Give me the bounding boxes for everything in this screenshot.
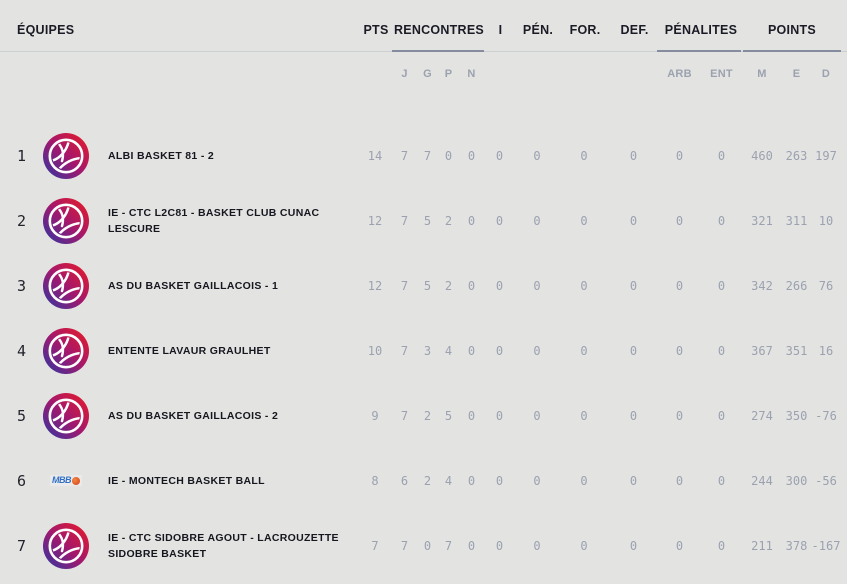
team-i: 0 [495, 148, 504, 163]
subcolumn-header-arb: ARB [667, 68, 692, 80]
subcolumn-header-n: N [467, 68, 476, 80]
team-row[interactable] [0, 188, 847, 253]
column-header-def: DEF. [620, 22, 649, 37]
team-points-encaisses: 311 [785, 213, 808, 228]
team-for: 0 [580, 213, 588, 228]
ffbb-club-logo-icon [43, 133, 89, 179]
team-i: 0 [495, 213, 504, 228]
team-points-encaisses: 351 [785, 343, 808, 358]
team-joues: 7 [400, 538, 409, 553]
team-pen: 0 [533, 408, 541, 423]
team-points-encaisses: 350 [785, 408, 808, 423]
team-arb: 0 [675, 473, 684, 488]
team-points-difference: 10 [818, 213, 834, 228]
team-points-marques: 460 [751, 148, 773, 163]
team-points-marques: 244 [751, 473, 773, 488]
team-nuls: 0 [467, 343, 476, 358]
team-row[interactable] [0, 513, 847, 578]
team-perdus: 5 [444, 408, 453, 423]
team-points-marques: 342 [751, 278, 773, 293]
team-points-difference: 197 [815, 148, 837, 163]
team-logo-cell [40, 393, 92, 439]
team-logo-cell [40, 523, 92, 569]
team-nuls: 0 [467, 213, 476, 228]
team-gagnes: 2 [423, 473, 432, 488]
team-perdus: 7 [444, 538, 453, 553]
team-perdus: 2 [444, 278, 453, 293]
team-ent: 0 [717, 538, 726, 553]
rencontres-group-underline [392, 50, 484, 52]
team-ent: 0 [717, 148, 726, 163]
team-gagnes: 2 [423, 408, 432, 423]
table-subheader-row [0, 52, 847, 123]
column-header-i: I [498, 22, 503, 37]
team-pts: 12 [367, 213, 383, 228]
team-name[interactable]: AS DU BASKET GAILLACOIS - 1 [108, 279, 279, 292]
team-rank: 5 [17, 406, 27, 425]
team-name[interactable]: ALBI BASKET 81 - 2 [108, 149, 215, 162]
team-points-encaisses: 300 [785, 473, 808, 488]
team-logo-cell [40, 475, 92, 486]
team-points-marques: 367 [751, 343, 773, 358]
team-arb: 0 [675, 148, 684, 163]
column-header-equipes: ÉQUIPES [17, 22, 75, 37]
team-logo-cell [40, 328, 92, 374]
subcolumn-header-p: P [444, 68, 453, 80]
ffbb-club-logo-icon [43, 263, 89, 309]
team-row[interactable] [0, 318, 847, 383]
team-def: 0 [629, 278, 638, 293]
team-name[interactable]: ENTENTE LAVAUR GRAULHET [108, 344, 271, 357]
team-logo-cell [40, 133, 92, 179]
team-perdus: 0 [444, 148, 453, 163]
column-header-rencontres: RENCONTRES [393, 22, 484, 37]
team-pen: 0 [533, 278, 541, 293]
team-row[interactable] [0, 448, 847, 513]
team-i: 0 [495, 408, 504, 423]
team-def: 0 [629, 343, 638, 358]
team-for: 0 [580, 538, 588, 553]
team-points-difference: 76 [818, 278, 834, 293]
team-ent: 0 [717, 408, 726, 423]
ffbb-club-logo-icon [43, 393, 89, 439]
standings-rows [0, 123, 847, 578]
team-pen: 0 [533, 148, 541, 163]
team-points-marques: 321 [751, 213, 773, 228]
team-def: 0 [629, 213, 638, 228]
team-arb: 0 [675, 538, 684, 553]
team-rank: 1 [17, 146, 27, 165]
team-rank: 3 [17, 276, 27, 295]
team-nuls: 0 [467, 148, 476, 163]
team-pts: 8 [371, 473, 379, 488]
team-for: 0 [580, 278, 588, 293]
team-joues: 7 [400, 408, 409, 423]
team-rank: 7 [17, 536, 27, 555]
team-perdus: 4 [444, 473, 453, 488]
team-arb: 0 [675, 343, 684, 358]
subcolumn-header-j: J [401, 68, 408, 80]
column-header-pen: PÉN. [522, 22, 554, 37]
team-pen: 0 [533, 213, 541, 228]
team-pts: 12 [367, 278, 383, 293]
team-row[interactable] [0, 383, 847, 448]
team-perdus: 4 [444, 343, 453, 358]
team-i: 0 [495, 473, 504, 488]
team-points-difference: 16 [818, 343, 834, 358]
subcolumn-header-g: G [423, 68, 432, 80]
team-nuls: 0 [467, 473, 476, 488]
team-points-encaisses: 378 [785, 538, 808, 553]
team-logo-cell [40, 198, 92, 244]
team-pen: 0 [533, 473, 541, 488]
team-arb: 0 [675, 213, 684, 228]
team-nuls: 0 [467, 408, 476, 423]
ffbb-club-logo-icon [43, 523, 89, 569]
team-pts: 10 [367, 343, 383, 358]
table-header-row [0, 0, 847, 52]
team-def: 0 [629, 473, 638, 488]
team-i: 0 [495, 343, 504, 358]
team-perdus: 2 [444, 213, 453, 228]
team-joues: 7 [400, 148, 409, 163]
team-i: 0 [495, 278, 504, 293]
team-points-marques: 211 [751, 538, 773, 553]
team-joues: 7 [400, 278, 409, 293]
team-ent: 0 [717, 473, 726, 488]
team-nuls: 0 [467, 278, 476, 293]
team-arb: 0 [675, 278, 684, 293]
team-ent: 0 [717, 278, 726, 293]
subcolumn-header-e: E [792, 68, 801, 80]
team-logo-cell [40, 263, 92, 309]
team-points-marques: 274 [751, 408, 773, 423]
team-joues: 7 [400, 213, 409, 228]
column-header-for: FOR. [569, 22, 601, 37]
team-rank: 4 [17, 341, 27, 360]
subcolumn-header-d: D [821, 68, 831, 80]
team-for: 0 [580, 343, 588, 358]
team-name[interactable]: IE - CTC L2C81 - BASKET CLUB CUNAC LESCURE [108, 206, 320, 235]
team-joues: 6 [400, 473, 409, 488]
team-name[interactable]: IE - CTC SIDOBRE AGOUT - LACROUZETTE SIDOBRE BASKET [108, 531, 339, 560]
team-pts: 9 [371, 408, 379, 423]
team-gagnes: 5 [423, 278, 432, 293]
team-ent: 0 [717, 343, 726, 358]
ffbb-club-logo-icon [43, 198, 89, 244]
team-pts: 7 [371, 538, 379, 553]
team-arb: 0 [675, 408, 684, 423]
team-gagnes: 0 [423, 538, 432, 553]
penalites-group-underline [657, 50, 741, 52]
subcolumn-header-m: M [757, 68, 767, 80]
points-group-underline [743, 50, 841, 52]
mbb-logo-icon: MBB [50, 475, 82, 486]
team-gagnes: 7 [423, 148, 432, 163]
team-for: 0 [580, 473, 588, 488]
team-points-encaisses: 266 [785, 278, 808, 293]
team-def: 0 [629, 408, 638, 423]
team-name[interactable]: AS DU BASKET GAILLACOIS - 2 [108, 409, 279, 422]
team-joues: 7 [400, 343, 409, 358]
team-ent: 0 [717, 213, 726, 228]
ffbb-club-logo-icon [43, 328, 89, 374]
column-header-pts: PTS [363, 22, 389, 37]
team-points-difference: -167 [811, 538, 841, 553]
team-for: 0 [580, 148, 588, 163]
team-points-difference: -56 [815, 473, 837, 488]
team-gagnes: 5 [423, 213, 432, 228]
team-def: 0 [629, 148, 638, 163]
team-points-encaisses: 263 [785, 148, 808, 163]
team-gagnes: 3 [423, 343, 432, 358]
team-for: 0 [580, 408, 588, 423]
team-pen: 0 [533, 538, 541, 553]
mbb-ball-icon [72, 477, 80, 485]
team-row[interactable] [0, 253, 847, 318]
team-rank: 6 [17, 471, 27, 490]
team-name[interactable]: IE - MONTECH BASKET BALL [108, 474, 265, 487]
team-nuls: 0 [467, 538, 476, 553]
subcolumn-header-ent: ENT [710, 68, 733, 80]
team-points-difference: -76 [815, 408, 837, 423]
column-header-penalites: PÉNALITES [664, 22, 738, 37]
team-pen: 0 [533, 343, 541, 358]
team-i: 0 [495, 538, 504, 553]
team-rank: 2 [17, 211, 27, 230]
team-row[interactable] [0, 123, 847, 188]
team-pts: 14 [367, 148, 383, 163]
column-header-points: POINTS [767, 22, 817, 37]
team-def: 0 [629, 538, 638, 553]
